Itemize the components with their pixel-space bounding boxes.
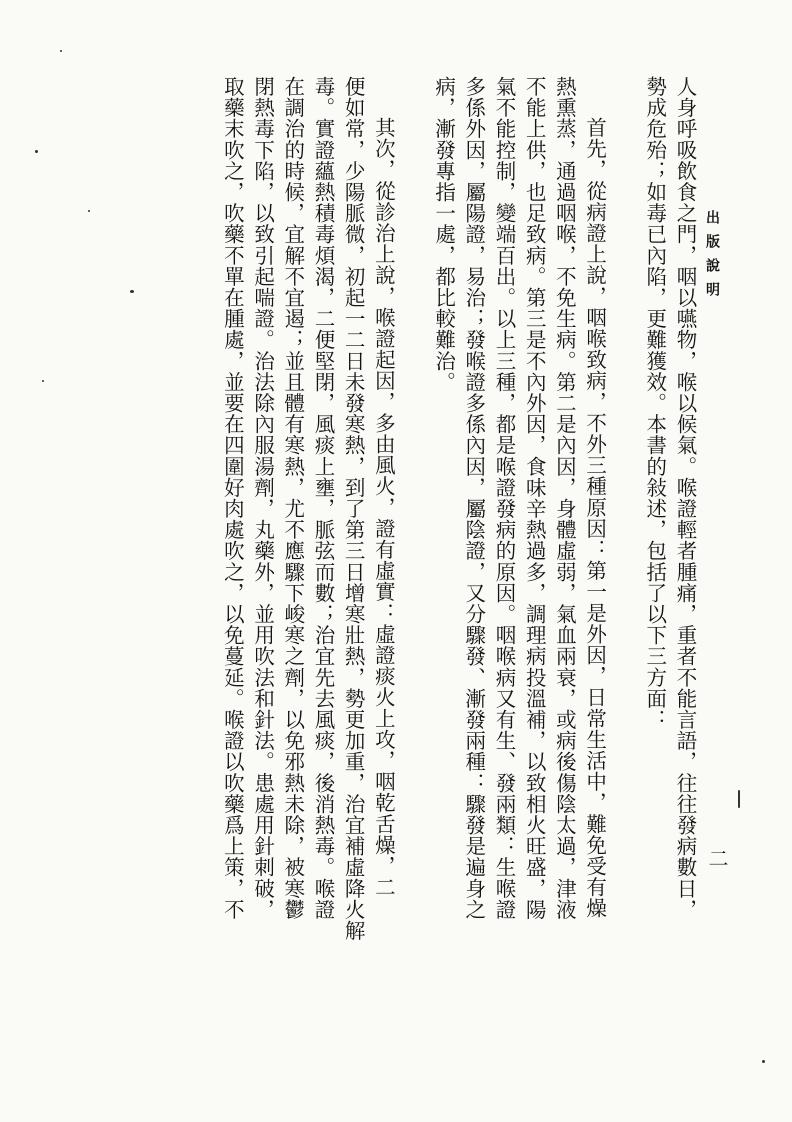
body-text: [140, 76, 700, 1076]
scan-speck: [60, 50, 62, 52]
page-number: 二: [705, 848, 729, 868]
paragraph-gap: [398, 76, 428, 1076]
text-column-5: 不能上供，也足致病。第三是不內外因，食味辛熱過多，調理病投溫補，以致相火旺盛，陽: [522, 76, 547, 920]
text-column-10: 便如常，少陽脈微，初起一二日未發寒熱，到了第三日增寒壯熱，勢更加重，治宜補虛降火解: [341, 76, 366, 942]
text-column-7: 多係外因，屬陽證，易治；發喉證多係內因，屬陰證，又分驟發、漸發兩種：驟發是遍身之: [461, 76, 486, 920]
text-column-9: 其次，從診治上說，喉證起因，多由風火，證有虛實：虛證痰火上攻，咽乾舌燥，二: [371, 117, 396, 898]
text-column-2: 勢成危殆；如毒已內陷，更難獲效。本書的敍述，包括了以下三方面：: [642, 76, 667, 731]
scan-speck: [88, 210, 90, 212]
text-column-12: 在調治的時候，宜解不宜遏；並且體有寒熱，尤不應驟下峻寒之劑，以免邪熱未除，被寒鬱: [280, 76, 305, 920]
scan-speck: [738, 790, 740, 808]
text-column-8: 病，漸發專指一處，都比較難治。: [431, 76, 456, 393]
text-column-1: 人身呼吸飲食之門，咽以嚥物，喉以候氣。喉證輕者腫痛，重者不能言語，往往發病數日，: [673, 76, 697, 920]
text-column-13: 閉熱毒下陷，以致引起喘證。治法除內服湯劑，丸藥外，並用吹法和針法。患處用針刺破，: [250, 76, 275, 920]
scan-speck: [35, 150, 38, 153]
text-column-3: 首先，從病證上說，咽喉致病，不外三種原因：第一是外因，日常生活中，難免受有燥: [582, 117, 607, 919]
text-column-14: 取藥末吹之，吹藥不單在腫處，並要在四圍好肉處吹之，以免蔓延。喉證以吹藥爲上策，不: [220, 76, 245, 920]
scan-speck: [762, 1060, 765, 1063]
text-column-4: 熱熏蒸，通過咽喉，不免生病。第二是內因，身體虛弱，氣血兩衰，或病後傷陰太過，津液: [552, 76, 577, 920]
running-head: 出版說明: [704, 210, 720, 306]
text-column-11: 毒。實證蘊熱積毒煩渴，二便堅閉，風痰上壅，脈弦而數；治宜先去風痰，後消熱毒。喉證: [310, 76, 335, 920]
scan-speck: [130, 290, 134, 293]
text-column-6: 氣不能控制，變端百出。以上三種，都是喉證發病的原因。咽喉病又有生、發兩類：生喉證: [491, 76, 516, 920]
paragraph-gap: [610, 76, 640, 1076]
scan-speck: [42, 380, 44, 382]
